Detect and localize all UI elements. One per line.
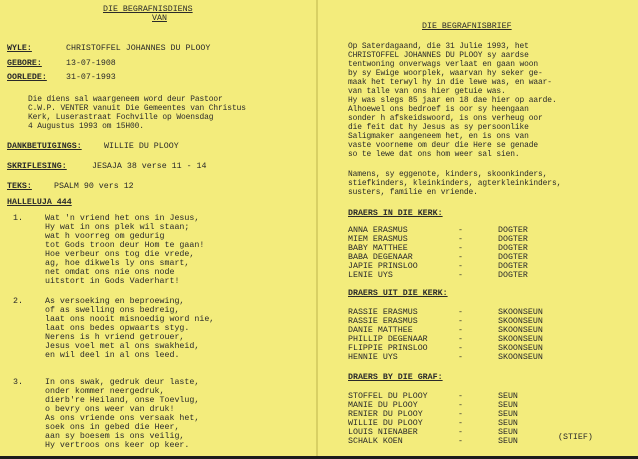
verse-line: Hoe verbeur ons tog die vrede,: [45, 250, 195, 259]
bearer-role: DOGTER: [498, 226, 528, 235]
bearer-role: DOGTER: [498, 244, 528, 253]
bearer-name: ANNA ERASMUS: [348, 226, 408, 235]
bearer-dash: -: [458, 244, 463, 253]
letter-line: vaste voorneme om deur die Here se genade: [348, 141, 539, 150]
bearer-name: BABY MATTHEE: [348, 244, 408, 253]
bearer-dash: -: [458, 235, 463, 244]
bearer-role: SEUN: [498, 392, 518, 401]
bearer-dash: -: [458, 401, 463, 410]
bearer-role: SEUN: [498, 410, 518, 419]
bearer-role: DOGTER: [498, 235, 528, 244]
verse-line: ag, hoe dikwels ly ons smart,: [45, 259, 190, 268]
letter-line: van talle van ons hier getuie was.: [348, 87, 506, 96]
bearer-name: LOUIS NIENABER: [348, 428, 418, 437]
bearer-name: RENIER DU PLOOY: [348, 410, 423, 419]
verse-line: As versoeking en beproewing,: [45, 297, 185, 306]
verse-number: 3.: [13, 378, 23, 387]
bearer-name: MIEM ERASMUS: [348, 235, 408, 244]
bearer-role: DOGTER: [498, 271, 528, 280]
bearer-dash: -: [458, 419, 463, 428]
verse-number: 1.: [13, 214, 23, 223]
bearer-role: DOGTER: [498, 262, 528, 271]
bearer-role: DOGTER: [498, 253, 528, 262]
section-heading: DRAERS UIT DIE KERK:: [348, 289, 448, 298]
bearer-name: WILLIE DU PLOOY: [348, 419, 423, 428]
bearer-name: RASSIE ERASMUS: [348, 317, 418, 326]
bearer-dash: -: [458, 253, 463, 262]
verse-line: soek ons in gebed die Heer,: [45, 423, 180, 432]
bearer-role: SKOONSEUN: [498, 308, 543, 317]
section-heading: DRAERS IN DIE KERK:: [348, 209, 443, 218]
bearer-dash: -: [458, 226, 463, 235]
bearer-dash: -: [458, 308, 463, 317]
wyle-value: CHRISTOFFEL JOHANNES DU PLOOY: [66, 44, 211, 53]
verse-line: uitstort in Gods Vaderhart!: [45, 277, 180, 286]
verse-line: As ons vriende ons versaak het,: [45, 414, 200, 423]
intro-line: Die diens sal waargeneem word deur Pastoor: [28, 95, 223, 104]
bearer-name: DANIE MATTHEE: [348, 326, 413, 335]
bearer-name: MANIE DU PLOOY: [348, 401, 418, 410]
bearer-dash: -: [458, 428, 463, 437]
bearer-name: SCHALK KOEN: [348, 437, 403, 446]
verse-line: onder kommer neergedruk,: [45, 387, 165, 396]
oorlede-label: OORLEDE:: [7, 73, 47, 82]
verse-line: laat ons bedes opwaarts styg.: [45, 324, 190, 333]
dank-label: DANKBETUIGINGS:: [7, 142, 82, 151]
verse-line: Jesus voel met al ons swakheid,: [45, 342, 200, 351]
teks-label: TEKS:: [7, 182, 32, 191]
bearer-name: LENIE UYS: [348, 271, 393, 280]
names-line: Namens, sy eggenote, kinders, skoonkinders,: [348, 170, 548, 179]
bearer-name: PHILLIP DEGENAAR: [348, 335, 428, 344]
verse-number: 2.: [13, 297, 23, 306]
names-line: stiefkinders, kleinkinders, agterkleinkinders,: [348, 179, 562, 188]
bearer-dash: -: [458, 344, 463, 353]
bearer-role: SEUN: [498, 419, 518, 428]
skrif-value: JESAJA 38 verse 11 - 14: [92, 162, 207, 171]
verse-line: aan sy boesem is ons veilig,: [45, 432, 185, 441]
intro-line: Kerk, Luserastraat Fochville op Woensdag: [28, 113, 214, 122]
wyle-label: WYLE:: [7, 44, 32, 53]
verse-line: Wat 'n vriend het ons in Jesus,: [45, 214, 200, 223]
verse-line: laat ons nooit misnoedig word nie,: [45, 315, 215, 324]
bearer-name: FLIPPIE PRINSLOO: [348, 344, 428, 353]
letter-line: die feit dat hy Jesus as sy persoonlike: [348, 123, 529, 132]
verse-line: wat h voorreg om gedurig: [45, 232, 165, 241]
bearer-role: SKOONSEUN: [498, 326, 543, 335]
verse-line: dierb're Heiland, onse Toevlug,: [45, 396, 200, 405]
bearer-dash: -: [458, 326, 463, 335]
bearer-role: SKOONSEUN: [498, 344, 543, 353]
letter-line: CHRISTOFFEL JOHANNES DU PLOOY sy aardse: [348, 51, 529, 60]
bearer-dash: -: [458, 262, 463, 271]
bearer-dash: -: [458, 317, 463, 326]
bearer-role: SEUN: [498, 437, 518, 446]
bearer-name: BABA DEGENAAR: [348, 253, 413, 262]
intro-line: C.W.P. VENTER vanuit Die Gemeentes van Christus: [28, 104, 246, 113]
dank-value: WILLIE DU PLOOY: [104, 142, 179, 151]
verse-line: en wil deel in al ons leed.: [45, 351, 180, 360]
bearer-dash: -: [458, 410, 463, 419]
verse-line: of as swelling ons bedreig,: [45, 306, 180, 315]
section-heading: DRAERS BY DIE GRAF:: [348, 373, 443, 382]
page-fold: [316, 0, 318, 459]
left-title: DIE BEGRAFNISDIENS: [103, 5, 193, 14]
skrif-label: SKRIFLESING:: [7, 162, 67, 171]
names-line: susters, familie en vriende.: [348, 188, 478, 197]
bearer-role: SKOONSEUN: [498, 335, 543, 344]
gebore-label: GEBORE:: [7, 59, 42, 68]
letter-line: Alhoewel ons bedroef is oor sy heengaan: [348, 105, 529, 114]
bearer-dash: -: [458, 392, 463, 401]
verse-line: net omdat ons nie ons node: [45, 268, 175, 277]
letter-line: Saligmaker aangeneem het, en is ons van: [348, 132, 529, 141]
verse-line: tot Gods troon deur Hom te gaan!: [45, 241, 205, 250]
bearer-name: RASSIE ERASMUS: [348, 308, 418, 317]
teks-value: PSALM 90 vers 12: [54, 182, 134, 191]
intro-line: 4 Augustus 1993 om 15H00.: [28, 122, 144, 131]
verse-line: Nerens is h vriend getrouer,: [45, 333, 185, 342]
verse-line: Hy vertroos ons keer op keer.: [45, 441, 190, 450]
bearer-role: SKOONSEUN: [498, 317, 543, 326]
letter-line: sonder h afskeidswoord, is ons verheug oor: [348, 114, 543, 123]
bearer-role: SKOONSEUN: [498, 353, 543, 362]
right-title: DIE BEGRAFNISBRIEF: [422, 22, 512, 31]
bearer-name: JAPIE PRINSLOO: [348, 262, 418, 271]
halleluja-heading: HALLELUJA 444: [7, 198, 72, 207]
bearer-dash: -: [458, 437, 463, 446]
letter-line: tentwoning onverwags verlaat en gaan woon: [348, 60, 539, 69]
bearer-dash: -: [458, 335, 463, 344]
left-title-van: VAN: [152, 14, 167, 23]
bearer-role: SEUN: [498, 428, 518, 437]
gebore-value: 13-07-1908: [66, 59, 116, 68]
oorlede-value: 31-07-1993: [66, 73, 116, 82]
letter-line: so te lewe dat ons hom weer sal sien.: [348, 150, 520, 159]
letter-line: Hy was slegs 85 jaar en 18 dae hier op aarde.: [348, 96, 557, 105]
verse-line: o bevry ons weer van druk!: [45, 405, 175, 414]
bearer-name: STOFFEL DU PLOOY: [348, 392, 428, 401]
bearer-name: HENNIE UYS: [348, 353, 398, 362]
bearer-dash: -: [458, 353, 463, 362]
letter-line: maak het terwyl hy in die lewe was, en waar-: [348, 78, 552, 87]
letter-line: by sy Ewige woorplek, waarvan hy seker ge-: [348, 69, 543, 78]
letter-line: Op Saterdagaand, die 31 Julie 1993, het: [348, 42, 529, 51]
verse-line: In ons swak, gedruk deur laste,: [45, 378, 200, 387]
bearer-dash: -: [458, 271, 463, 280]
stief-note: (STIEF): [558, 433, 593, 442]
verse-line: Hy wat in ons plek wil staan;: [45, 223, 190, 232]
bearer-role: SEUN: [498, 401, 518, 410]
